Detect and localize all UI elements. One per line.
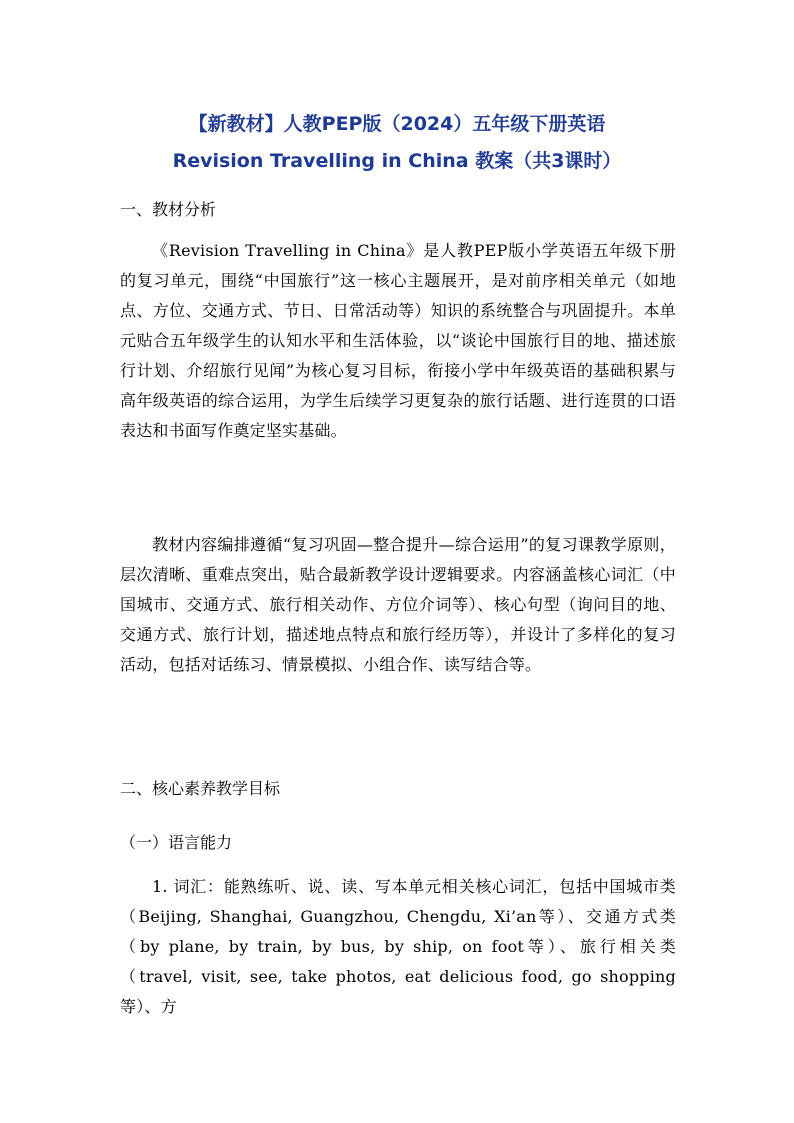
paragraph-content-arrangement: 教材内容编排遵循“复习巩固—整合提升—综合运用”的复习课教学原则，层次清晰、重难点突出，贴合最新教学设计逻辑要求。内容涵盖核心词汇（中国城市、交通方式、旅行相关动作、方位介词等）、核心句型（询问目的地、交通方式、旅行计划，描述地点特点和旅行经历等），并设计了多样化的复习活动，包括对话练习、情景模拟、小组合作、读写结合等。 xyxy=(120,535,676,674)
paragraph-textbook-overview: 《Revision Travelling in China》是人教PEP版小学英语五年级下册的复习单元，围绕“中国旅行”这一核心主题展开，是对前序相关单元（如地点、方位、交通方式、节日、日常活动等）知识的系统整合与巩固提升。本单元贴合五年级学生的认知水平和生活体验，以“谈论中国旅行目的地、描述旅行计划、介绍旅行见闻”为核心复习目标，衔接小学中年级英语的基础积累与高年级英语的综合运用，为学生后续学习更复杂的旅行话题、进行连贯的口语表达和书面写作奠定坚实基础。 xyxy=(120,241,676,440)
section-heading-textbook-analysis: 一、教材分析 xyxy=(120,200,217,219)
document-title-line1: 【新教材】人教PEP版（2024）五年级下册英语 xyxy=(188,113,606,135)
section-heading-teaching-objectives: 二、核心素养教学目标 xyxy=(120,779,281,798)
document-title-line2: Revision Travelling in China 教案（共3课时） xyxy=(172,150,622,172)
paragraph-vocabulary-objective: 1. 词汇：能熟练听、说、读、写本单元相关核心词汇，包括中国城市类（Beijing, Shanghai, Guangzhou, Chengdu, Xi’an等）、交通方式类（by plane, by train, by bus, by ship, on foot等）、旅行相关类（travel, visit, see, take photos, eat delicious food, go shopping等）、方 xyxy=(120,877,676,1016)
subsection-heading-language-ability: （一）语言能力 xyxy=(120,833,233,852)
